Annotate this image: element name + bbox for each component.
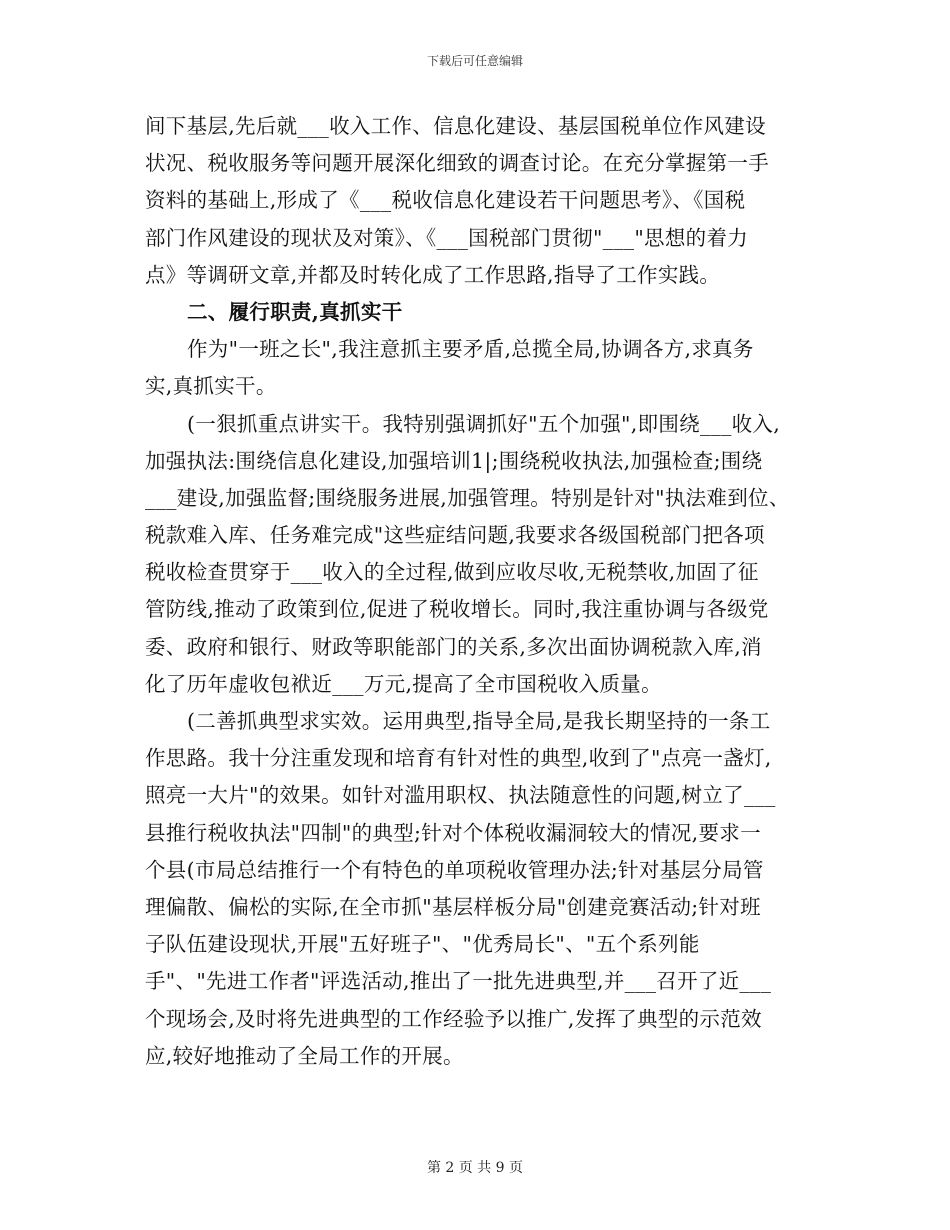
text-line: 税收检查贯穿于___收入的全过程,做到应收尽收,无税禁收,加固了征: [145, 560, 759, 585]
document-body: [145, 108, 825, 1075]
text-line: 资料的基础上,形成了《___税收信息化建设若干问题思考》、《国税: [145, 188, 746, 213]
text-line: 县推行税收执法"四制"的典型;针对个体税收漏洞较大的情况,要求一: [145, 820, 761, 845]
page-header: 下载后可任意编辑: [426, 54, 523, 68]
text-line: 个现场会,及时将先进典型的工作经验予以推广,发挥了典型的示范效: [145, 1006, 762, 1031]
text-line: 应,较好地推动了全局工作的开展。: [145, 1043, 464, 1068]
text-line: 作为"一班之长",我注意抓主要矛盾,总揽全局,协调各方,求真务: [187, 337, 754, 362]
text-line: 化了历年虚收包袱近___万元,提高了全市国税收入质量。: [145, 671, 662, 696]
text-line: 税款难入库、任务难完成"这些症结问题,我要求各级国税部门把各项: [145, 523, 765, 548]
text-line: 手"、"先进工作者"评选活动,推出了一批先进典型,并___召开了近___: [145, 969, 772, 994]
text-line: 状况、税收服务等问题开展深化细致的调查讨论。在充分掌握第一手: [145, 151, 769, 176]
text-line: 管防线,推动了政策到位,促进了税收增长。同时,我注重协调与各级党: [145, 597, 769, 622]
text-line: 实,真抓实干。: [145, 374, 277, 399]
text-line: 间下基层,先后就___收入工作、信息化建设、基层国税单位作风建设: [145, 114, 766, 138]
text-line: ___建设,加强监督;围绕服务进展,加强管理。特别是针对"执法难到位、: [145, 485, 790, 510]
text-line: 照亮一大片"的效果。如针对滥用职权、执法随意性的问题,树立了___: [145, 783, 776, 808]
text-line: 部门作风建设的现状及对策》、《___国税部门贯彻"___"思想的着力: [145, 225, 749, 250]
text-line: (二善抓典型求实效。运用典型,指导全局,是我长期坚持的一条工: [187, 709, 771, 733]
text-line: 作思路。我十分注重发现和培育有针对性的典型,收到了"点亮一盏灯,: [145, 746, 772, 771]
section-heading: 二、履行职责,真抓实干: [187, 299, 403, 324]
text-line: 加强执法:围绕信息化建设,加强培训1|;围绕税收执法,加强检查;围绕: [145, 448, 763, 473]
text-line: (一狠抓重点讲实干。我特别强调抓好"五个加强",即围绕___收入,: [187, 411, 781, 436]
text-line: 委、政府和银行、财政等职能部门的关系,多次出面协调税款入库,消: [145, 634, 762, 659]
page-footer: 第 2 页 共 9 页: [426, 1160, 524, 1176]
text-line: 理偏散、偏松的实际,在全市抓"基层样板分局"创建竞赛活动;针对班: [145, 894, 761, 919]
text-line: 点》等调研文章,并都及时转化成了工作思路,指导了工作实践。: [145, 262, 721, 287]
text-line: 子队伍建设现状,开展"五好班子"、"优秀局长"、"五个系列能: [145, 932, 700, 957]
text-line: 个县(市局总结推行一个有特色的单项税收管理办法;针对基层分局管: [145, 857, 764, 882]
